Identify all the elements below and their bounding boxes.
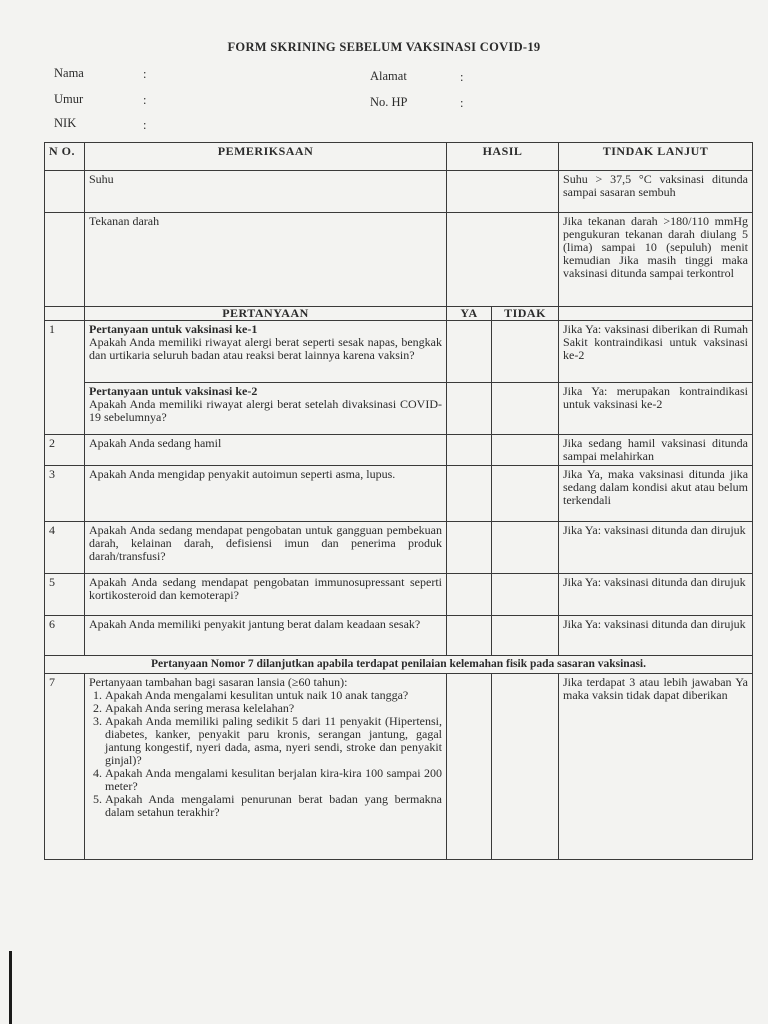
question-row-1a — [45, 321, 753, 383]
exam-item: Tekanan darah — [85, 213, 447, 307]
scan-edge-mark — [9, 951, 12, 1024]
question-body: Apakah Anda memiliki riwayat alergi berat setelah divaksinasi COVID-19 sebelumnya? — [89, 397, 442, 424]
question-row-3 — [45, 466, 753, 522]
question-intro: Pertanyaan tambahan bagi sasaran lansia (≥60 tahun): — [89, 675, 348, 689]
question-header-row — [45, 307, 753, 321]
header-no: N O. — [45, 143, 85, 171]
nik-label: NIK — [54, 116, 77, 130]
ya-checkbox-cell[interactable] — [447, 383, 492, 435]
question-text: Apakah Anda memiliki penyakit jantung berat dalam keadaan sesak? — [85, 616, 447, 656]
question-row-4 — [45, 522, 753, 574]
exam-tindak: Jika tekanan darah >180/110 mmHg pengukuran tekanan darah diulang 5 (lima) sampai 10 (sepuluh) menit kemudian Jika masih tinggi maka vaksinasi ditunda sampai terkontrol — [559, 213, 753, 307]
header-hasil: HASIL — [447, 143, 559, 171]
question-text: Apakah Anda mengidap penyakit autoimun seperti asma, lupus. — [85, 466, 447, 522]
umur-colon: : — [143, 93, 147, 107]
ya-checkbox-cell[interactable] — [447, 435, 492, 466]
qhdr-tindak-cell — [559, 307, 753, 321]
nik-colon: : — [143, 118, 147, 132]
ya-checkbox-cell[interactable] — [447, 574, 492, 616]
question-tindak: Jika Ya, maka vaksinasi ditunda jika sedang dalam kondisi akut atau belum terkendali — [559, 466, 753, 522]
question-text: Apakah Anda sedang mendapat pengobatan immunosupressant seperti kortikosteroid dan kemoterapi? — [85, 574, 447, 616]
form-title: FORM SKRINING SEBELUM VAKSINASI COVID-19 — [227, 40, 541, 54]
question-body: Apakah Anda memiliki riwayat alergi berat seperti sesak napas, bengkak dan urtikaria seluruh badan atau reaksi berat lainnya karena vaksin? — [89, 335, 442, 362]
question-text — [85, 674, 447, 860]
list-item: 3. Apakah Anda memiliki paling sedikit 5 dari 11 penyakit (Hipertensi, diabetes, kanker, penyakit paru kronis, serangan jantung, gagal jantung kongestif, nyeri dada, asma, nyeri sendi, stroke dan penyakit ginjal)? — [105, 715, 442, 767]
question-row-5 — [45, 574, 753, 616]
question-tindak: Jika terdapat 3 atau lebih jawaban Ya maka vaksin tidak dapat diberikan — [559, 674, 753, 860]
question-no: 6 — [45, 616, 85, 656]
question-text: Apakah Anda sedang hamil — [85, 435, 447, 466]
list-item: 1. Apakah Anda mengalami kesulitan untuk naik 10 anak tangga? — [105, 689, 442, 702]
note-text: Pertanyaan Nomor 7 dilanjutkan apabila terdapat penilaian kelemahan fisik pada sasaran vaksinasi. — [45, 656, 753, 674]
list-item: 2. Apakah Anda sering merasa kelelahan? — [105, 702, 442, 715]
header-pemeriksaan: PEMERIKSAAN — [85, 143, 447, 171]
exam-item: Suhu — [85, 171, 447, 213]
question-tindak: Jika Ya: vaksinasi ditunda dan dirujuk — [559, 574, 753, 616]
ya-checkbox-cell[interactable] — [447, 616, 492, 656]
question-no: 2 — [45, 435, 85, 466]
question-subtitle: Pertanyaan untuk vaksinasi ke-1 — [89, 322, 258, 336]
question-text — [85, 321, 447, 383]
tidak-checkbox-cell[interactable] — [492, 674, 559, 860]
header-pertanyaan: PERTANYAAN — [85, 307, 447, 321]
nama-colon: : — [143, 67, 147, 81]
hasil-input-cell[interactable] — [447, 171, 559, 213]
alamat-colon: : — [460, 70, 464, 84]
qhdr-no-cell — [45, 307, 85, 321]
ya-checkbox-cell[interactable] — [447, 522, 492, 574]
list-item: 5. Apakah Anda mengalami penurunan berat badan yang bermakna dalam setahun terakhir? — [105, 793, 442, 819]
exam-no-cell — [45, 213, 85, 307]
exam-row-tekanan-darah — [45, 213, 753, 307]
question-tindak: Jika Ya: merupakan kontraindikasi untuk vaksinasi ke-2 — [559, 383, 753, 435]
question-tindak: Jika Ya: vaksinasi diberikan di Rumah Sakit kontraindikasi untuk vaksinasi ke-2 — [559, 321, 753, 383]
table-header-row — [45, 143, 753, 171]
header-ya: YA — [447, 307, 492, 321]
header-tindak-lanjut: TINDAK LANJUT — [559, 143, 753, 171]
ya-checkbox-cell[interactable] — [447, 674, 492, 860]
exam-no-cell — [45, 171, 85, 213]
exam-tindak: Suhu > 37,5 °C vaksinasi ditunda sampai sasaran sembuh — [559, 171, 753, 213]
no-hp-colon: : — [460, 96, 464, 110]
screening-table — [44, 142, 753, 860]
hasil-input-cell[interactable] — [447, 213, 559, 307]
tidak-checkbox-cell[interactable] — [492, 616, 559, 656]
no-hp-label: No. HP — [370, 95, 408, 109]
ya-checkbox-cell[interactable] — [447, 466, 492, 522]
nama-label: Nama — [54, 66, 84, 80]
question-row-7 — [45, 674, 753, 860]
question-no: 4 — [45, 522, 85, 574]
question-no: 7 — [45, 674, 85, 860]
tidak-checkbox-cell[interactable] — [492, 435, 559, 466]
question-row-1b — [45, 383, 753, 435]
header-tidak: TIDAK — [492, 307, 559, 321]
lansia-question-list — [89, 689, 442, 819]
question-text — [85, 383, 447, 435]
tidak-checkbox-cell[interactable] — [492, 574, 559, 616]
ya-checkbox-cell[interactable] — [447, 321, 492, 383]
question-tindak: Jika Ya: vaksinasi ditunda dan dirujuk — [559, 616, 753, 656]
umur-label: Umur — [54, 92, 84, 106]
tidak-checkbox-cell[interactable] — [492, 466, 559, 522]
tidak-checkbox-cell[interactable] — [492, 321, 559, 383]
question-text: Apakah Anda sedang mendapat pengobatan untuk gangguan pembekuan darah, kelainan darah, defisiensi imun dan penerima produk darah/transfusi? — [85, 522, 447, 574]
tidak-checkbox-cell[interactable] — [492, 522, 559, 574]
question-no: 5 — [45, 574, 85, 616]
question-tindak: Jika Ya: vaksinasi ditunda dan dirujuk — [559, 522, 753, 574]
question-row-2 — [45, 435, 753, 466]
note-row — [45, 656, 753, 674]
alamat-label: Alamat — [370, 69, 407, 83]
question-no: 3 — [45, 466, 85, 522]
question-no: 1 — [45, 321, 85, 435]
tidak-checkbox-cell[interactable] — [492, 383, 559, 435]
question-tindak: Jika sedang hamil vaksinasi ditunda sampai melahirkan — [559, 435, 753, 466]
question-subtitle: Pertanyaan untuk vaksinasi ke-2 — [89, 384, 258, 398]
question-row-6 — [45, 616, 753, 656]
list-item: 4. Apakah Anda mengalami kesulitan berjalan kira-kira 100 sampai 200 meter? — [105, 767, 442, 793]
exam-row-suhu — [45, 171, 753, 213]
